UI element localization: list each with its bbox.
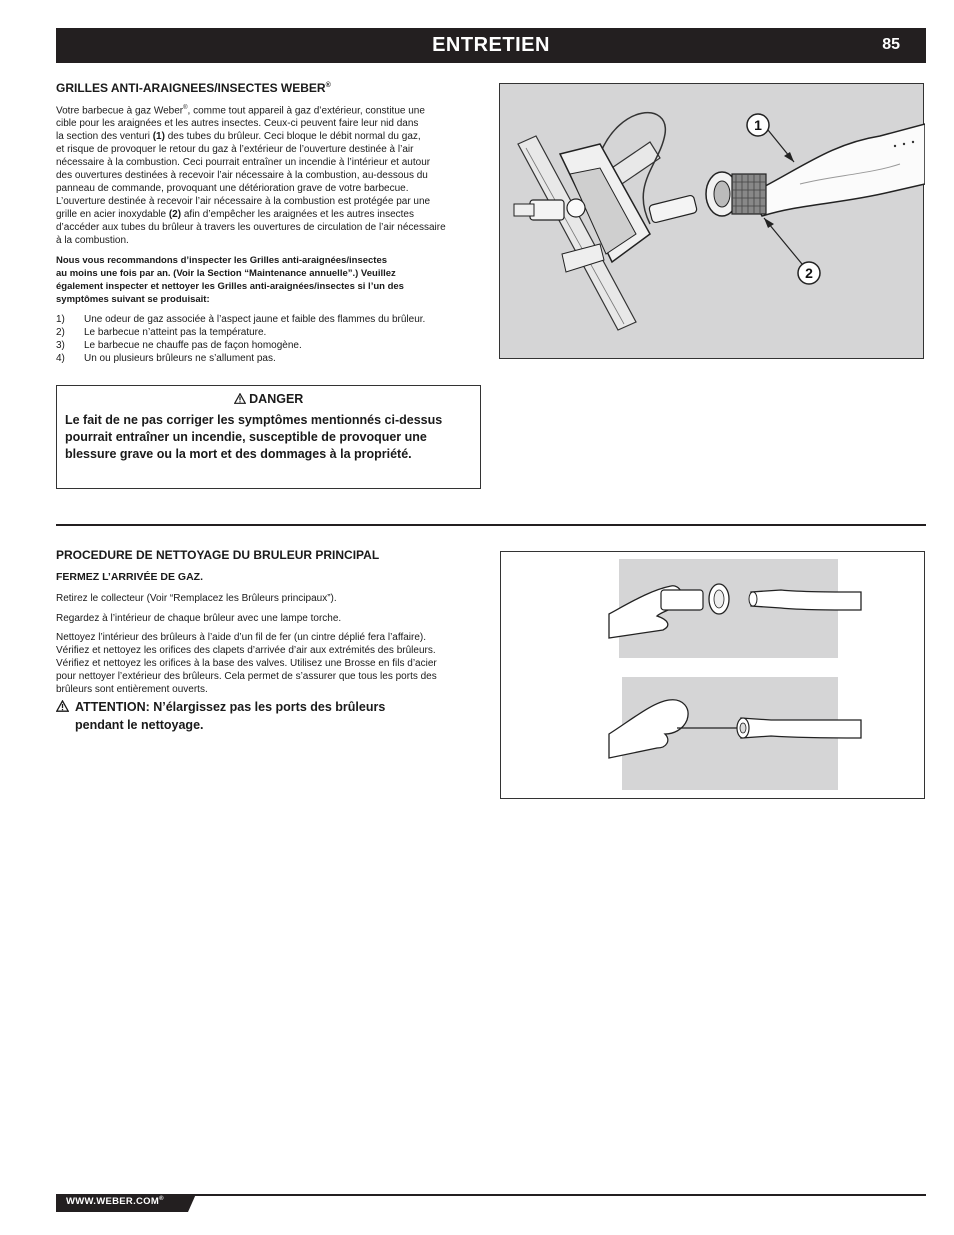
section-subtitle-gas: FERMEZ L’ARRIVÉE DE GAZ. (56, 571, 204, 583)
section1-paragraph (56, 102, 486, 247)
figure-cleaning-steps (500, 551, 925, 799)
paragraph-fragment: Votre barbecue à gaz Weber (56, 105, 184, 117)
paragraph-line (56, 221, 486, 234)
danger-text: Le fait de ne pas corriger les symptômes mentionnés ci-dessus pourrait entraîner un incendie, susceptible de provoquer une blessure grave ou la mort et des dommages à la propriété. (65, 413, 443, 461)
attention-line: pendant le nettoyage. (75, 718, 204, 732)
paragraph-fragment: panneau de commande, provoquant une détérioration grave de votre barbecue. (56, 183, 409, 195)
cleaning-line: brûleurs sont entièrement ouverts. (56, 684, 208, 695)
footer-url-tab[interactable] (56, 1194, 196, 1212)
cleaning-step-2: Regardez à l’intérieur de chaque brûleur avec une lampe torche. (56, 613, 342, 624)
paragraph-line (56, 182, 486, 195)
symptom-text: Un ou plusieurs brûleurs ne s’allument pas. (84, 353, 276, 364)
danger-heading-text: DANGER (249, 392, 304, 406)
symptom-item (56, 339, 486, 352)
symptom-item (56, 326, 486, 339)
page-title: ENTRETIEN (432, 34, 550, 56)
website-url-text: WWW.WEBER.COM (66, 1196, 160, 1208)
danger-box (56, 385, 481, 489)
page-number: 85 (882, 36, 900, 53)
callout-1: 1 (754, 117, 762, 133)
section-divider (56, 524, 926, 526)
paragraph-fragment: et risque de provoquer le retour du gaz à l’extérieur de l’ouverture destinée à l’air (56, 144, 414, 156)
symptom-item (56, 352, 486, 365)
paragraph-fragment: nécessaire à la combustion. Ceci pourrait entraîner un incendie à l’intérieur et autour (56, 157, 431, 169)
section-title-cleaning: PROCEDURE DE NETTOYAGE DU BRULEUR PRINCIPAL (56, 548, 380, 562)
warning-triangle-icon (56, 700, 69, 712)
paragraph-line (56, 195, 486, 208)
paragraph-line (56, 156, 486, 169)
cleaning-line: pour nettoyer l’extérieur des brûleurs. Cela permet de s’assurer que tous les ports des (56, 671, 437, 682)
recommendation-paragraph (56, 254, 486, 306)
symptom-list (56, 313, 486, 365)
paragraph-line (56, 117, 486, 130)
paragraph-fragment: ® (183, 105, 188, 111)
cleaning-line: Nettoyez l’intérieur des brûleurs à l’aide d’un fil de fer (un cintre déplié fera l’affaire). (56, 632, 427, 643)
attention-line: ATTENTION: N’élargissez pas les ports des brûleurs (75, 700, 386, 714)
page-header (56, 28, 926, 63)
cleaning-line: Vérifiez et nettoyez les orifices des clapets d’arrivée d’air aux extrémités des brûleurs. (56, 645, 436, 656)
paragraph-fragment: cible pour les araignées et les autres insectes. Ceux-ci peuvent faire leur nid dans (56, 118, 419, 130)
symptom-text: Le barbecue ne chauffe pas de façon homogène. (84, 340, 302, 351)
cleaning-line: Vérifiez et nettoyez les orifices à la base des valves. Utilisez une Brosse en fils d’acier (56, 658, 437, 669)
paragraph-line (56, 143, 486, 156)
paragraph-fragment: des ouvertures destinées à recevoir l’air nécessaire à la combustion, au-dessous du (56, 170, 428, 182)
paragraph-fragment: grille en acier inoxydable (56, 209, 169, 221)
paragraph-line (56, 208, 486, 221)
cleaning-step-3 (56, 631, 486, 696)
website-url[interactable] (66, 1196, 164, 1207)
paragraph-fragment: L’ouverture destinée à recevoir l’air nécessaire à la combustion est protégée par une (56, 196, 431, 208)
attention-note (56, 698, 476, 734)
paragraph-line (56, 130, 486, 143)
callout-2: 2 (805, 265, 813, 281)
paragraph-line (56, 234, 486, 247)
paragraph-fragment: afin d’empêcher les araignées et les autres insectes (181, 209, 414, 221)
recommendation-line: au moins une fois par an. (Voir la Section “Maintenance annuelle”.) Veuillez (56, 268, 396, 279)
warning-triangle-icon (234, 393, 246, 404)
symptom-number: 3) (56, 340, 65, 351)
cleaning-illustration (501, 552, 926, 800)
symptom-text: Une odeur de gaz associée à l’aspect jaune et faible des flammes du brûleur. (84, 314, 426, 325)
registered-mark: ® (325, 82, 331, 89)
paragraph-line (56, 169, 486, 182)
attention-text (56, 698, 476, 734)
recommendation-line: également inspecter et nettoyer les Grilles anti-araignées/insectes si l’un des (56, 281, 404, 292)
symptom-number: 1) (56, 314, 65, 325)
paragraph-fragment: à la combustion. (56, 235, 129, 247)
cleaning-step-1: Retirez le collecteur (Voir “Remplacez les Brûleurs principaux”). (56, 593, 337, 604)
symptom-text: Le barbecue n’atteint pas la température. (84, 327, 267, 338)
symptom-item (56, 313, 486, 326)
paragraph-fragment: , comme tout appareil à gaz d’extérieur, constitue une (187, 105, 425, 117)
recommendation-line: Nous vous recommandons d’inspecter les Grilles anti-araignées/insectes (56, 255, 388, 266)
symptom-number: 4) (56, 353, 65, 364)
paragraph-fragment: (2) (168, 209, 182, 221)
section-title-text: GRILLES ANTI-ARAIGNEES/INSECTES WEBER (56, 81, 326, 95)
recommendation-line: symptômes suivant se produisait: (56, 294, 210, 305)
symptom-number: 2) (56, 327, 65, 338)
paragraph-fragment: la section des venturi (56, 131, 153, 143)
burner-illustration (500, 84, 925, 360)
figure-burner-venturi (499, 83, 924, 359)
paragraph-fragment: d’accéder aux tubes du brûleur à travers les ouvertures de circulation de l’air nécessaire (56, 222, 446, 234)
paragraph-fragment: (1) (152, 131, 165, 143)
paragraph-line (56, 102, 486, 117)
paragraph-fragment: des tubes du brûleur. Ceci bloque le débit normal du gaz, (164, 131, 421, 143)
danger-heading (57, 392, 480, 406)
section-title-grilles (56, 81, 331, 95)
footer-registered-mark: ® (159, 1196, 164, 1202)
